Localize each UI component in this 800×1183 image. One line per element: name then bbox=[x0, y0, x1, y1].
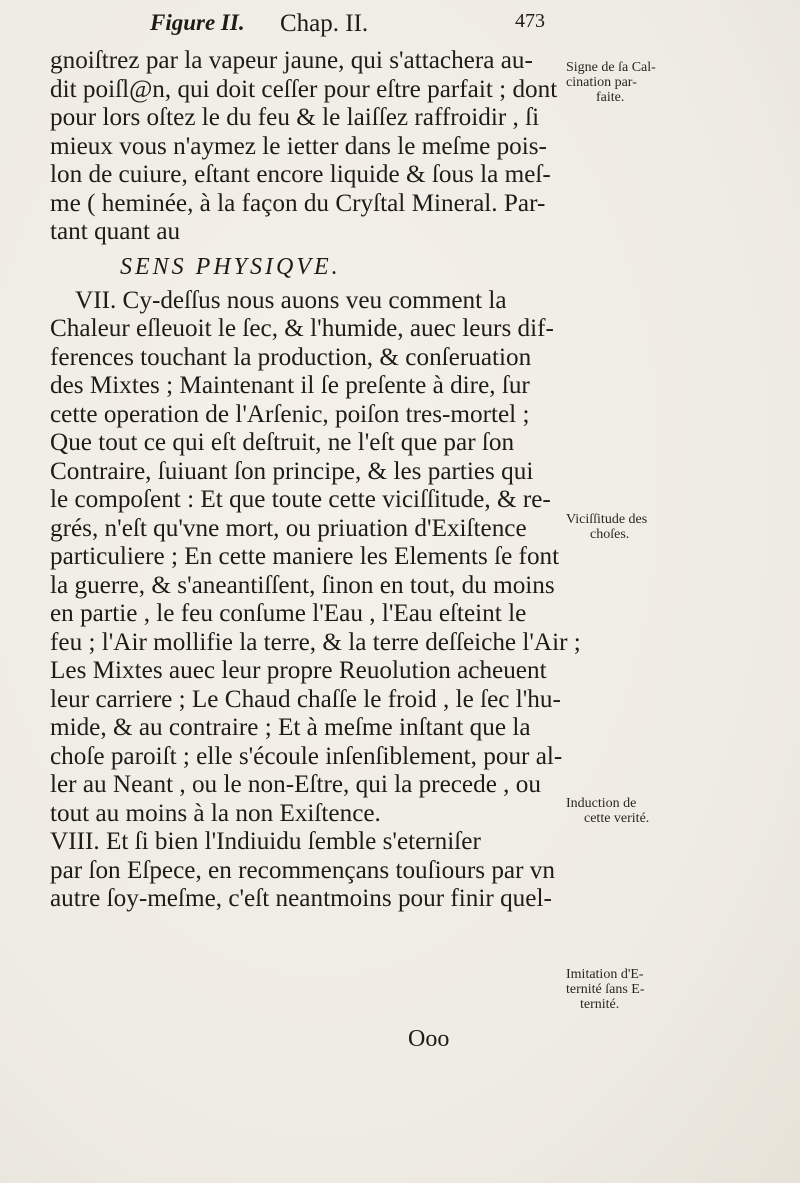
text-line: Contraire, ſuiuant ſon principe, & les parties qui bbox=[50, 457, 534, 485]
text-line: mide, & au contraire ; Et à meſme inſtant que la bbox=[50, 714, 531, 741]
catchword: Ooo bbox=[408, 1026, 450, 1052]
margin-note-induction bbox=[566, 796, 716, 826]
page-number: 473 bbox=[515, 10, 545, 32]
margin-note-line: Imitation d'E- bbox=[566, 967, 644, 982]
text-line: feu ; l'Air mollifie la terre, & la terre deſſeiche l'Air ; bbox=[50, 628, 581, 656]
text-line: particuliere ; En cette maniere les Elements ſe font bbox=[50, 543, 560, 570]
text-line: la guerre, & s'aneantiſſent, ſinon en tout, du moins bbox=[50, 571, 555, 599]
running-header bbox=[130, 10, 560, 50]
margin-note-line: cination par- bbox=[566, 75, 637, 90]
text-line: autre ſoy-meſme, c'eſt neantmoins pour finir quel- bbox=[50, 885, 552, 912]
text-line: grés, n'eſt qu'vne mort, ou priuation d'Exiſtence bbox=[50, 514, 527, 542]
margin-note-line: Signe de ſa Cal- bbox=[566, 60, 656, 75]
section-heading-row bbox=[50, 247, 550, 287]
text-line: Que tout ce qui eſt deſtruit, ne l'eſt que par ſon bbox=[50, 429, 515, 456]
text-line: Les Mixtes auec leur propre Reuolution acheuent bbox=[50, 657, 547, 684]
text-line: des Mixtes ; Maintenant il ſe preſente à dire, ſur bbox=[50, 372, 530, 399]
margin-note-line: cette verité. bbox=[584, 811, 650, 826]
margin-note-imitation bbox=[566, 967, 716, 1012]
text-line: mieux vous n'aymez le ietter dans le meſme pois- bbox=[50, 132, 547, 160]
margin-note-line: Viciſſitude des bbox=[566, 512, 648, 527]
text-line: le compoſent : Et que toute cette viciſſitude, & re- bbox=[50, 486, 551, 513]
text-line: tout au moins à la non Exiſtence. bbox=[50, 799, 381, 827]
text-line: choſe paroiſt ; elle s'écoule inſenſiblement, pour al- bbox=[50, 742, 563, 770]
text-line: dit poiſl@n, qui doit ceſſer pour eſtre parfait ; dont bbox=[50, 75, 558, 103]
margin-note-calcination bbox=[566, 60, 716, 105]
text-line: me ( heminée, à la façon du Cryſtal Mineral. Par- bbox=[50, 189, 546, 217]
section-title: SENS PHYSIQVE. bbox=[120, 253, 341, 280]
margin-note-line: choſes. bbox=[590, 527, 630, 542]
text-line: tant quant au bbox=[50, 218, 181, 245]
text-line: pour lors oſtez le du feu & le laiſſez raffroidir , ſi bbox=[50, 104, 540, 131]
text-line: VII. Cy-deſſus nous auons veu comment la bbox=[75, 286, 507, 314]
margin-note-line: ternité. bbox=[580, 997, 620, 1012]
text-line: en partie , le feu conſume l'Eau , l'Eau eſteint le bbox=[50, 600, 527, 627]
body-text bbox=[50, 47, 581, 914]
header-figure: Figure II. bbox=[150, 10, 245, 35]
text-line: ferences touchant la production, & conſeruation bbox=[50, 343, 532, 371]
text-line: VIII. Et ſi bien l'Indiuidu ſemble s'eterniſer bbox=[50, 828, 481, 855]
text-line: leur carriere ; Le Chaud chaſſe le froid , le ſec l'hu- bbox=[50, 685, 561, 713]
header-chapter: Chap. II. bbox=[280, 10, 369, 37]
margin-note-vicissitude bbox=[566, 512, 716, 542]
text-line: ler au Neant , ou le non-Eſtre, qui la precede , ou bbox=[50, 771, 541, 798]
margin-note-line: faite. bbox=[596, 90, 625, 105]
text-line: cette operation de l'Arſenic, poiſon tres-mortel ; bbox=[50, 400, 530, 428]
text-line: Chaleur eſleuoit le ſec, & l'humide, auec leurs dif- bbox=[50, 315, 554, 342]
margin-note-line: Induction de bbox=[566, 796, 637, 811]
margin-note-line: ternité ſans E- bbox=[566, 982, 645, 997]
text-line: lon de cuiure, eſtant encore liquide & ſous la meſ- bbox=[50, 161, 551, 188]
text-line: par ſon Eſpece, en recommençans touſiours par vn bbox=[50, 856, 555, 884]
text-line: gnoiſtrez par la vapeur jaune, qui s'attachera au- bbox=[50, 47, 533, 74]
